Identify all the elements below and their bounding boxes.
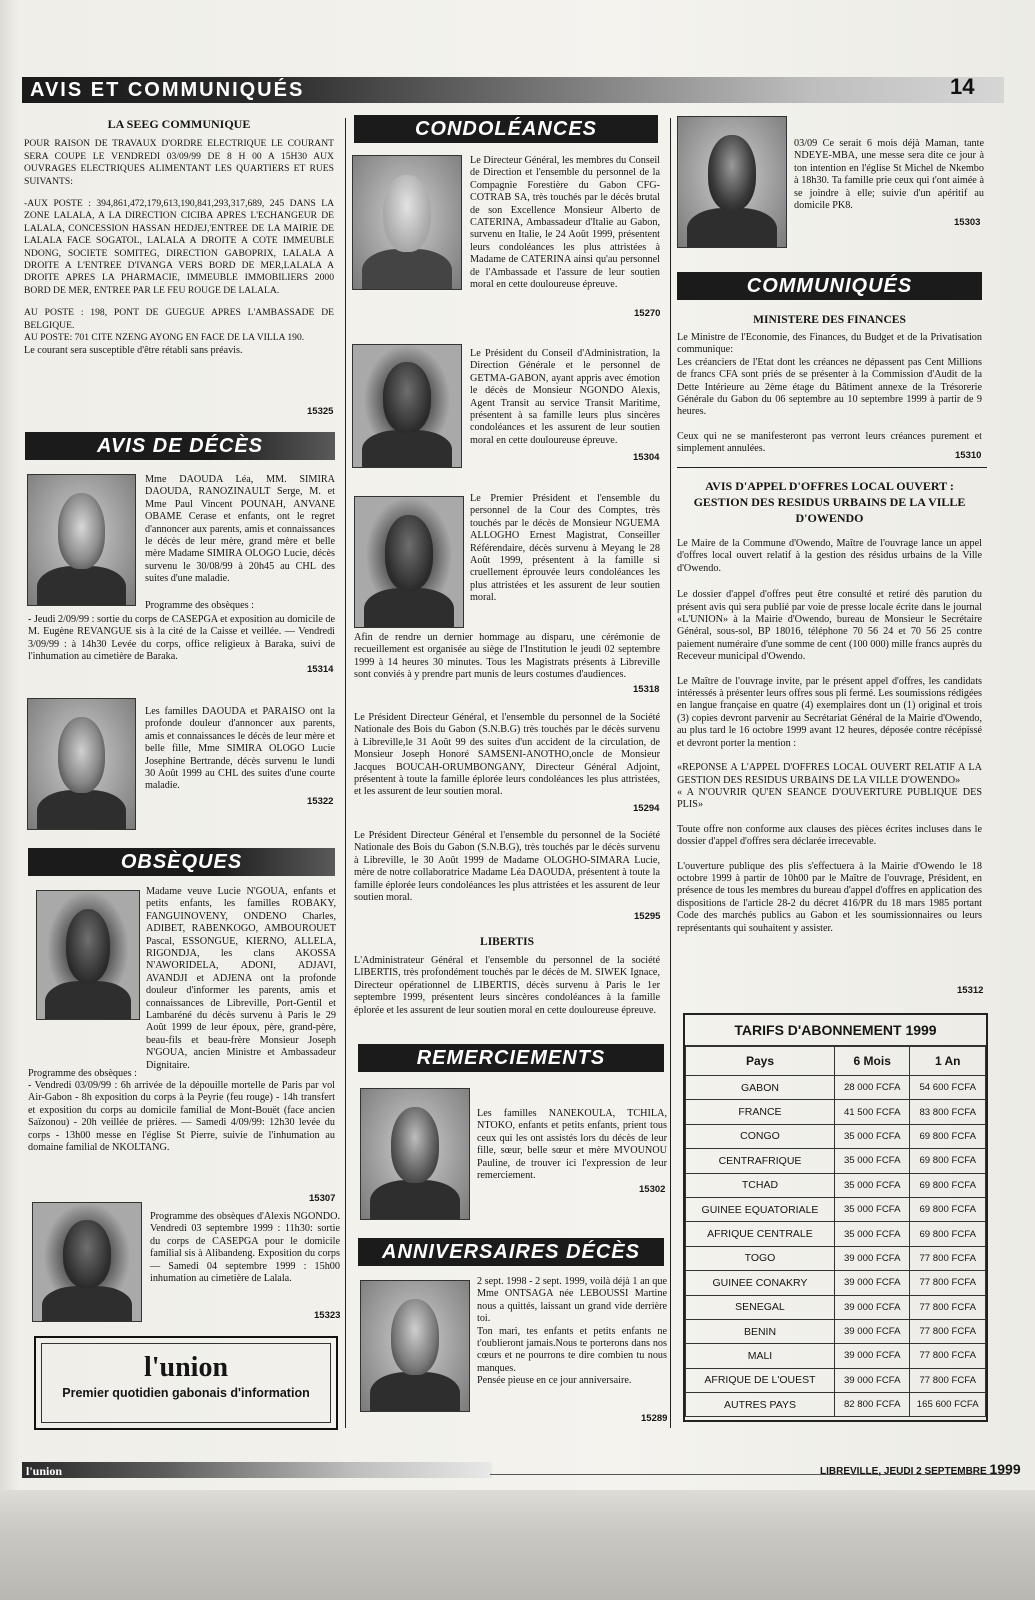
obseques-notice-2: Programme des obsèques d'Alexis NGONDO. Vendredi 03 septembre 1999 : 11h30: sortie du corps de CASEPGA pour le domicile familial sis à Alibandeng. Exposition du corps— Samedi 04 septembre 1999 : 15h00 inhumation au cimetière de Lalala. xyxy=(150,1211,340,1285)
remerciements-text: Les familles NANEKOULA, TCHILA, NTOKO, enfants et petits enfants, prient tous ceux qui les ont assistés lors du décès de leur fille, sœur, belle sœur et mère MVOUNOU Pauline, de trouver ici l'expression de leur remerciement. xyxy=(477,1108,667,1182)
deces-programme: - Jeudi 2/09/99 : sortie du corps de CASEPGA et exposition au domicile de M. Eugène REVANGUE sis à la cité de la Caisse et veillée. — Vendredi 3/09/99 : à 14h30 Levée du corps, office religieux à Baraka, suivi de l'inhumation au cimetière de Baraka. xyxy=(28,614,336,663)
appel-text: Toute offre non conforme aux clauses des pièces écrites incluses dans le dossier d'appel d'offres sera déclarée irrecevable. xyxy=(677,823,982,848)
column-divider xyxy=(345,118,346,1428)
tarifs-country: GUINEE EQUATORIALE xyxy=(686,1197,835,1221)
condoleance-text: Le Directeur Général, les membres du Conseil de Direction et l'ensemble du personnel de la Compagnie Forestière du Gabon CFG-COTRAB SA, très touchés par le décès brutal de son Excellence Monsieur Alberto de CATERINA, Ambassadeur d'Italie au Gabon, survenu en Italie, le 24 Août 1999, présentent leurs condoléances les plus attristées à Madame de CATERINA ainsi qu'au personnel de l'Ambassade et l'assure de leur soutien moral en cette douloureuse épreuve. xyxy=(470,155,660,291)
tarifs-6mois: 35 000 FCFA xyxy=(834,1124,910,1148)
appel-text: Le Maire de la Commune d'Owendo, Maître de l'ouvrage lance un appel d'offres local ouvert relatif à la gestion des résidus urbains de la Ville d'Owendo. xyxy=(677,538,982,574)
portrait-photo xyxy=(360,1280,470,1412)
condoleance-ceremony: Afin de rendre un dernier hommage au disparu, une cérémonie de recueillement est organisée au siège de l'Institution le jeudi 02 septembre 1999 à 14 heures 30 minutes. Tous les Magistrats présents à Libreville sont conviés à y prendre part munis de leurs costumes d'audiences. xyxy=(354,632,660,681)
condoleance-notice-4: Le Président Directeur Général, et l'ensemble du personnel de la Société Nationale des Bois du Gabon (S.N.B.G) très touchés par le décès survenu à Libreville,le 31 Août 99 des suites d'un accident de la circulation, de Monsieur Joseph Honoré SAMSENI-ANOTHO,oncle de Monsieur Jacques BOUCAH-ORUMBONGANY, Directeur Général Adjoint, présentent à toute la famille éplorée leurs condoléances les plus attristées, et les assurent de leur soutien moral. xyxy=(354,712,660,798)
tarifs-row xyxy=(686,1246,986,1270)
communique-subtitle: MINISTERE DES FINANCES xyxy=(753,314,906,326)
reference-number: 15318 xyxy=(633,684,660,695)
footer-brand-bar xyxy=(22,1462,492,1478)
programme-label: Programme des obsèques : xyxy=(145,600,254,611)
tarifs-country: CONGO xyxy=(686,1124,835,1148)
tarifs-1an: 77 800 FCFA xyxy=(910,1271,986,1295)
footer-date: LIBREVILLE, JEUDI 2 SEPTEMBRE xyxy=(820,1466,987,1477)
portrait-photo xyxy=(352,344,462,468)
tarifs-6mois: 35 000 FCFA xyxy=(834,1222,910,1246)
tarifs-col-6mois: 6 Mois xyxy=(834,1047,910,1076)
tarifs-row xyxy=(686,1295,986,1319)
section-header-title: AVIS ET COMMUNIQUÉS xyxy=(30,79,305,101)
tarifs-country: GABON xyxy=(686,1076,835,1100)
appel-offres-body xyxy=(677,538,982,935)
seeg-intro: POUR RAISON DE TRAVAUX D'ORDRE ELECTRIQUE LE COURANT SERA COUPE LE VENDREDI 03/09/99 DE 8 H 00 A 15H30 AUX OUVRAGES ELECTRIQUES ALIMENTANT LES QUARTIERS ET RUES SUIVANTS: xyxy=(24,138,334,187)
libertis-title: LIBERTIS xyxy=(480,936,534,948)
portrait-photo xyxy=(354,496,464,628)
tarifs-country: FRANCE xyxy=(686,1100,835,1124)
reference-number: 15314 xyxy=(307,664,334,675)
tarifs-6mois: 39 000 FCFA xyxy=(834,1344,910,1368)
tarifs-row xyxy=(686,1197,986,1221)
tarifs-6mois: 39 000 FCFA xyxy=(834,1295,910,1319)
anniversaire-text: Ton mari, tes enfants et petits enfants ne t'oublieront jamais.Nous te porterons dans nos cœurs et ne pourrons te dire combien tu nous manques. xyxy=(477,1325,667,1374)
tarifs-1an: 69 800 FCFA xyxy=(910,1197,986,1221)
tarifs-country: SENEGAL xyxy=(686,1295,835,1319)
portrait-photo xyxy=(27,698,136,830)
portrait-photo xyxy=(352,155,462,290)
tarifs-6mois: 35 000 FCFA xyxy=(834,1149,910,1173)
communique-text: Les créanciers de l'Etat dont les créances ne dépassent pas Cent Millions de francs CFA sont priés de se présenter à la Commission d'Audit de la Dette Intérieure au 2ème étage du Bâtiment annexe de la Trésorerie Générale du Gabon du 06 septembre au 10 septembre 1999 à partir de 9 heures. xyxy=(677,356,982,418)
condoleance-notice-2: Le Président du Conseil d'Administration, la Direction Générale et le personnel de GETMA-GABON, ayant appris avec émotion le décès de Monsieur NGONDO Alexis, Agent Transit au service Transit Maritime, présentent à sa famille leurs plus sincères condoléances et les assurent de leur soutien moral en cette douloureuse épreuve. xyxy=(470,348,660,446)
appel-text: L'ouverture publique des plis s'effectuera à la Mairie d'Owendo le 18 octobre 1999 à partir de 10h00 par le Maître de l'ouvrage, Président, en présence de tous les membres du bureau d'appel d'offres en application des dispositions de l'article 28-2 du décret 416/PR du 18 mars 1985 portant Code des marchés publics au Gabon et les soumissionnaires ou leurs représentants qui souhaitent y assister. xyxy=(677,860,982,934)
tarifs-row xyxy=(686,1271,986,1295)
tarifs-6mois: 28 000 FCFA xyxy=(834,1076,910,1100)
anniversaire-text: 2 sept. 1998 - 2 sept. 1999, voilà déjà 1 an que Mme ONTSAGA née LEBOUSSI Martine nous a quittés, laissant un grand vide derrière toi. xyxy=(477,1276,667,1325)
seeg-title: LA SEEG COMMUNIQUE xyxy=(107,117,251,131)
reference-number: 15325 xyxy=(307,406,334,417)
reference-number: 15312 xyxy=(957,985,984,996)
tarifs-6mois: 82 800 FCFA xyxy=(834,1393,910,1417)
anniversaire-notice xyxy=(477,1276,667,1388)
tarifs-table xyxy=(685,1046,986,1417)
tarifs-6mois: 39 000 FCFA xyxy=(834,1246,910,1270)
reference-number: 15294 xyxy=(633,803,660,814)
tarifs-country: CENTRAFRIQUE xyxy=(686,1149,835,1173)
condoleance-notice-6: L'Administrateur Général et l'ensemble du personnel de la société LIBERTIS, très profondément touchés par le décès de M. SIWEK Ignace, Directeur opérationnel de LIBERTIS, décès survenu à Paris le 1er septembre 1999, présentent leurs sincères condoléances à la famille éplorée et les assurent de leur soutien moral en cette douloureuse épreuve. xyxy=(354,955,660,1016)
seeg-paragraph: Le courant sera susceptible d'être rétabli sans préavis. xyxy=(24,344,243,356)
tarifs-row xyxy=(686,1368,986,1392)
tarifs-1an: 69 800 FCFA xyxy=(910,1222,986,1246)
messe-notice: 03/09 Ce serait 6 mois déjà Maman, tante NDEYE-MBA, une messe sera dite ce jour à ton intention en l'église St Michel de Nkembo à 18h30. Ta famille prie ceux qui t'ont aimée à se joindre à elle; suivie d'un apéritif au domicile PK8. xyxy=(794,138,984,212)
tarifs-6mois: 39 000 FCFA xyxy=(834,1368,910,1392)
column-divider xyxy=(670,118,671,1428)
reference-number: 15322 xyxy=(307,796,334,807)
anniversaire-text: Pensée pieuse en ce jour anniversaire. xyxy=(477,1375,632,1387)
footer-dateline xyxy=(820,1461,1021,1477)
tarifs-1an: 77 800 FCFA xyxy=(910,1368,986,1392)
tarifs-6mois: 35 000 FCFA xyxy=(834,1173,910,1197)
tarifs-1an: 54 600 FCFA xyxy=(910,1076,986,1100)
condoleance-notice-1 xyxy=(470,155,660,291)
footer-year: 1999 xyxy=(989,1461,1021,1477)
reference-number: 15302 xyxy=(639,1184,666,1195)
seeg-paragraph: AU POSTE : 198, PONT DE GUEGUE APRES L'AMBASSADE DE BELGIQUE. xyxy=(24,307,334,331)
tarifs-col-1an: 1 An xyxy=(910,1047,986,1076)
tarifs-row xyxy=(686,1149,986,1173)
tarifs-row xyxy=(686,1319,986,1343)
appel-text: Le dossier d'appel d'offres peut être consulté et retiré dès parution du présent avis qui sera publié par voie de presse locale écrite dans le journal «L'UNION» à la Mairie d'Owendo, bureau de Monsieur le Secrétaire Général, sous-sol, BP 18016, téléphone 70 56 24 et 70 56 25 contre paiement numéraire d'une somme de cent (100 000) mille francs auprès du Receveur municipal d'Owendo. xyxy=(677,589,982,663)
tarifs-country: AFRIQUE DE L'OUEST xyxy=(686,1368,835,1392)
page-bottom-edge xyxy=(0,1490,1035,1600)
tarifs-country: MALI xyxy=(686,1344,835,1368)
tarifs-row xyxy=(686,1076,986,1100)
reference-number: 15310 xyxy=(955,450,982,461)
tarifs-country: AUTRES PAYS xyxy=(686,1393,835,1417)
condoleance-notice-3: Le Premier Président et l'ensemble du personnel de la Cour des Comptes, très touchés par le décès de Monsieur NGUEMA ALLOGHO Ernest Magistrat, Conseiller Référendaire, décès survenu à Meyang le 28 Août 1999, présentent à la famille si cruellement éprouvée leurs condoléances les plus attristées et les assurent de leur soutien moral. xyxy=(470,493,660,604)
obseques-header: OBSÈQUES xyxy=(28,848,335,876)
communiques-header: COMMUNIQUÉS xyxy=(677,272,982,300)
tarifs-country: AFRIQUE CENTRALE xyxy=(686,1222,835,1246)
tarifs-1an: 69 800 FCFA xyxy=(910,1124,986,1148)
newspaper-logo-box xyxy=(34,1336,338,1430)
reference-number: 15304 xyxy=(633,452,660,463)
footer-brand: l'union xyxy=(26,1464,63,1478)
tarifs-6mois: 39 000 FCFA xyxy=(834,1319,910,1343)
deces-notice-1: Mme DAOUDA Léa, MM. SIMIRA DAOUDA, RANOZINAULT Serge, M. et Mme Paul Vincent POUNAH, ANVANE OBAME Cerase et enfants, ont le regret d'annoncer aux parents, amis et connaissances le décès de leur mère, grand mère et belle mère Madame SIMIRA OLOGO Lucie, décès survenu le 30/08/99 à 20h45 au CHL des suites d'une maladie. xyxy=(145,474,335,585)
tarifs-row xyxy=(686,1344,986,1368)
reference-number: 15289 xyxy=(641,1413,668,1424)
portrait-photo xyxy=(27,474,136,606)
communique-body xyxy=(677,332,982,456)
portrait-photo xyxy=(360,1088,470,1220)
tarifs-1an: 83 800 FCFA xyxy=(910,1100,986,1124)
tarifs-col-pays: Pays xyxy=(686,1047,835,1076)
appel-text: «REPONSE A L'APPEL D'OFFRES LOCAL OUVERT RELATIF A LA GESTION DES RESIDUS URBAINS DE LA VILLE D'OWENDO» xyxy=(677,762,982,786)
tarifs-country: GUINEE CONAKRY xyxy=(686,1271,835,1295)
remerciements-header: REMERCIEMENTS xyxy=(358,1044,664,1072)
portrait-photo xyxy=(677,116,787,248)
tarifs-1an: 77 800 FCFA xyxy=(910,1246,986,1270)
condoleances-header: CONDOLÉANCES xyxy=(354,115,658,143)
seeg-paragraph: AU POSTE: 701 CITE NZENG AYONG EN FACE DE LA VILLA 190. xyxy=(24,332,305,344)
tarifs-1an: 69 800 FCFA xyxy=(910,1173,986,1197)
programme-label: Programme des obsèques : xyxy=(28,1068,137,1079)
newspaper-tagline: Premier quotidien gabonais d'information xyxy=(62,1386,310,1400)
portrait-photo xyxy=(32,1202,142,1322)
page-number: 14 xyxy=(950,74,975,99)
reference-number: 15307 xyxy=(309,1193,336,1204)
reference-number: 15295 xyxy=(634,911,661,922)
appel-offres-title: AVIS D'APPEL D'OFFRES LOCAL OUVERT : GESTION DES RESIDUS URBAINS DE LA VILLE D'OWENDO xyxy=(693,479,966,525)
tarifs-1an: 69 800 FCFA xyxy=(910,1149,986,1173)
tarifs-1an: 165 600 FCFA xyxy=(910,1393,986,1417)
tarifs-country: TCHAD xyxy=(686,1173,835,1197)
appel-text: « A N'OUVRIR QU'EN SEANCE D'OUVERTURE PUBLIQUE DES PLIS» xyxy=(677,786,982,811)
communique-text: Ceux qui ne se manifesteront pas verront leurs créances purement et simplement annulées. xyxy=(677,430,982,455)
tarifs-country: TOGO xyxy=(686,1246,835,1270)
appel-text: Le Maître de l'ouvrage invite, par le présent appel d'offres, les candidats intéressés à présenter leurs offres sous pli fermé. Les soumissions rédigées en langue française en quatre (4) exemplaires dont un (1) original et trois (3) copies devront parvenir au Secrétariat Général de la Mairie d'Owendo, au plus tard le 16 octobre 1999 avant 12 heures, déposée contre récépissé et devront porter la mention : xyxy=(677,675,982,749)
tarifs-1an: 77 800 FCFA xyxy=(910,1319,986,1343)
anniversaires-header: ANNIVERSAIRES DÉCÈS xyxy=(358,1238,664,1266)
tarifs-header-row xyxy=(686,1047,986,1076)
reference-number: 15270 xyxy=(634,308,661,319)
tarifs-row xyxy=(686,1173,986,1197)
tarifs-1an: 77 800 FCFA xyxy=(910,1295,986,1319)
tarifs-row xyxy=(686,1222,986,1246)
seeg-notice xyxy=(24,118,334,357)
tarifs-1an: 77 800 FCFA xyxy=(910,1344,986,1368)
obseques-notice-1: Madame veuve Lucie N'GOUA, enfants et petits enfants, les familles ROBAKY, FANGUINOVENY, ONDENO Charles, ADIBET, RABENKOGO, AMBOUROUET Pascal, ESSONGUE, KIERNO, ALLELA, RIGONDJA, les clans AKOSSA N'AWORIDELA, ADONI, ADJAVI, AVANDJI et ADJENA ont la profonde douleur d'informer les parents, amis et connaissances de Libreville, Port-Gentil et Lambaréné du décès survenu à Paris le 29 Août 1999 de leur époux, père, grand-père, beau-fils et beau-frère Monsieur Joseph N'GOUA, ancien Ministre et Ambassadeur Dignitaire. xyxy=(146,886,336,1071)
tarifs-country: BENIN xyxy=(686,1319,835,1343)
portrait-photo xyxy=(36,890,140,1020)
seeg-paragraph: -AUX POSTE : 394,861,472,179,613,190,841,293,317,689, 245 DANS LA ZONE LALALA, A LA DIRECTION CICIBA APRES L'ECHANGEUR DE LALALA, CONCESSION HASSAN HEDJEJ,'ENTREE DE LA MAIRIE DE LALALA FACE SOGATOL, LALALA A DROITE A COTE IMMEUBLE NDONG, SOCIETE SOMITEG, DIRECTION GABOPRIX, LALALA A DROITE A L'ENTREE D'IVANGA VERS BORD DE MER,LALALA A DROITE APRES LA PHARMACIE, IMMEUBLE IMMOBILIERS 2000 BORD DE MER, ENTREE PAR LE FEU ROUGE DE LALALA. xyxy=(24,198,334,296)
tarifs-box xyxy=(683,1013,988,1422)
communique-text: Le Ministre de l'Economie, des Finances, du Budget et de la Privatisation communique: xyxy=(677,332,982,356)
obseques-programme: - Vendredi 03/09/99 : 6h arrivée de la dépouille mortelle de Paris par vol Air-Gabon - 8h exposition du corps à la Peyrie (feu rouge) - 14h transfert et exposition du corps au domicile familial de Mont-Bouët (face ancien Saïzonou) - 20h veillée de prières. — Samedi 4/09/99: 12h30 levée du corps - 13h00 messe en l'église St Pierre, suivie de l'inhumation au domaine familial de NKOLTANG. xyxy=(28,1080,335,1154)
tarifs-row xyxy=(686,1100,986,1124)
reference-number: 15323 xyxy=(314,1310,341,1321)
tarifs-6mois: 35 000 FCFA xyxy=(834,1197,910,1221)
tarifs-row xyxy=(686,1124,986,1148)
tarifs-title: TARIFS D'ABONNEMENT 1999 xyxy=(685,1015,986,1046)
deces-notice-2: Les familles DAOUDA et PARAISO ont la profonde douleur d'annoncer aux parents, amis et connaissances le décès de leur mère et belle fille, Mme SIMIRA OLOGO Lucie Josephine Bertrande, décès survenu le lundi 30 Août 1999 au CHL des suites d'une courte maladie. xyxy=(145,706,335,792)
tarifs-6mois: 41 500 FCFA xyxy=(834,1100,910,1124)
tarifs-row xyxy=(686,1393,986,1417)
avis-deces-header: AVIS DE DÉCÈS xyxy=(25,432,335,460)
condoleance-notice-5: Le Président Directeur Général et l'ensemble du personnel de la Société Nationale des Bois du Gabon (S.N.B.G), très touchés par le décès survenu à Libreville, le 30 Août 1999 de Madame OLOGHO-SIMARA Lucie, mère de notre collaboratrice Madame Léa DAOUDA, présentent à toute la famille éplorée leurs condoléances les plus attristées et les assurent de leur soutien moral. xyxy=(354,830,660,904)
tarifs-6mois: 39 000 FCFA xyxy=(834,1271,910,1295)
section-divider xyxy=(677,467,987,468)
newspaper-logo: l'union xyxy=(143,1352,229,1383)
reference-number: 15303 xyxy=(954,217,981,228)
